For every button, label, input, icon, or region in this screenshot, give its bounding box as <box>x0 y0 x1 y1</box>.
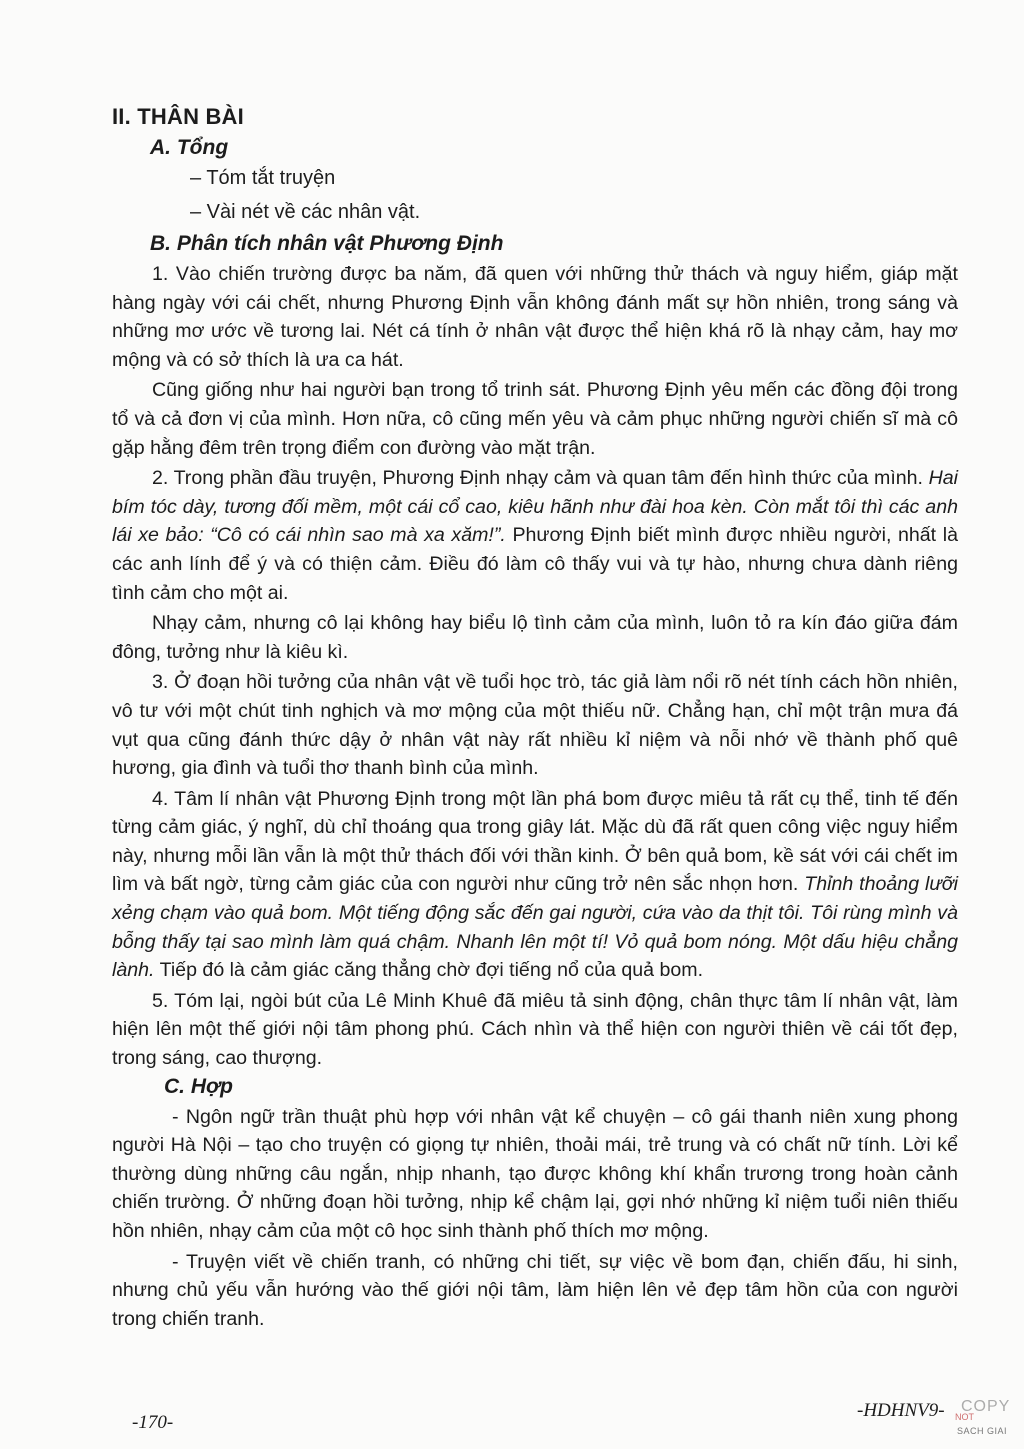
paragraph: - Truyện viết về chiến tranh, có những chi tiết, sự việc về bom đạn, chiến đấu, hi sinh, nhưng chủ yếu vẫn hướng vào thế giới nội tâm, làm hiện lên vẻ đẹp tâm hồn của con người trong chiến tranh. <box>112 1250 958 1330</box>
paragraph: 5. Tóm lại, ngòi bút của Lê Minh Khuê đã miêu tả sinh động, chân thực tâm lí nhân vật, làm hiện lên một thế giới nội tâm phong phú. Cách nhìn và thể hiện con người thiên về cái tốt đẹp, trong sáng, cao thượng. <box>112 989 958 1070</box>
subsection-a-title: A. Tổng <box>150 136 229 159</box>
watermark-copy: COPY <box>961 1398 1011 1415</box>
italic-quote: Hai bím tóc dày, tương đối mềm, một cái cổ cao, kiêu hãnh như đài hoa kèn. Còn mắt tôi thì các anh lái xe bảo: “Cô có cái nhìn sao mà xa xăm!”. <box>112 467 958 547</box>
text-run: 2. Trong phần đầu truyện, Phương Định nhạy cảm và quan tâm đến hình thức của mình. <box>152 467 929 490</box>
paragraph: - Ngôn ngữ trần thuật phù hợp với nhân vật kể chuyện – cô gái thanh niên xung phong người Hà Nội – tạo cho truyện có giọng tự nhiên, thoải mái, trẻ trung và có chất nữ tính. Lời kể thường dùng những câu ngắn, nhịp nhanh, tạo được không khí khẩn trương trong hoàn cảnh chiến trường. Ở những đoạn hồi tưởng, nhịp kể chậm lại, gợi nhớ những kỉ niệm tuổi niên thiếu hồn nhiên, nhạy cảm của một cô học sinh thành phố thích mơ mộng. <box>112 1105 958 1242</box>
bullet-item: – Vài nét về các nhân vật. <box>190 201 421 223</box>
italic-quote: Thỉnh thoảng lưỡi xẻng chạm vào quả bom. Một tiếng động sắc đến gai người, cứa vào da thịt tôi. Tôi rùng mình và bỗng thấy tại sao mình làm quá chậm. Nhanh lên một tí! Vỏ quả bom nóng. Một dấu hiệu chẳng lành. <box>112 873 958 982</box>
watermark-logo <box>955 1398 1017 1442</box>
paragraph: Cũng giống như hai người bạn trong tổ trinh sát. Phương Định yêu mến các đồng đội trong tổ và cả đơn vị của mình. Hơn nữa, cô cũng mến yêu và cảm phục những người chiến sĩ mà cô gặp hằng đêm trên trọng điểm con đường vào mặt trận. <box>112 379 958 459</box>
book-code: -HDHNV9- <box>857 1400 945 1421</box>
text-run: Tiếp đó là cảm giác căng thẳng chờ đợi tiếng nổ của quả bom. <box>154 959 704 982</box>
paragraph <box>112 464 958 607</box>
watermark-sach: SACH GIAI <box>957 1426 1008 1436</box>
bullet-item: – Tóm tắt truyện <box>190 167 336 189</box>
subsection-b-title: B. Phân tích nhân vật Phương Định <box>150 232 504 255</box>
text-run: Phương Định biết mình được nhiều người, nhất là các anh lính để ý và có thiện cảm. Điều đó làm cô thấy vui và tự hào, nhưng chưa dành riêng tình cảm cho một ai. <box>112 524 958 604</box>
paragraph: 1. Vào chiến trường được ba năm, đã quen với những thử thách và nguy hiểm, giáp mặt hàng ngày với cái chết, nhưng Phương Định vẫn không đánh mất sự hồn nhiên, trong sáng và những mơ ước về tương lai. Nét cá tính ở nhân vật được thể hiện khá rõ là nhạy cảm, hay mơ mộng và có sở thích là ưa ca hát. <box>112 263 958 371</box>
watermark-not: NOT <box>955 1412 974 1422</box>
section-heading: II. THÂN BÀI <box>112 104 244 129</box>
paragraph: 3. Ở đoạn hồi tưởng của nhân vật về tuổi học trò, tác giả làm nổi rõ nét tính cách hồn nhiên, vô tư với một chút tinh nghịch và mơ mộng của một thiếu nữ. Chẳng hạn, chỉ một trận mưa đá vụt qua cũng đánh thức dậy ở nhân vật này rất nhiều kỉ niệm và nỗi nhớ về thành phố quê hương, gia đình và tuổi thơ thanh bình của mình. <box>112 671 958 780</box>
paragraph: Nhạy cảm, nhưng cô lại không hay biểu lộ tình cảm của mình, luôn tỏ ra kín đáo giữa đám đông, tưởng như là kiêu kì. <box>112 612 958 663</box>
page-number: -170- <box>132 1412 174 1433</box>
subsection-c-title: C. Hợp <box>164 1074 233 1098</box>
paragraph <box>112 785 958 985</box>
document-page <box>112 104 958 1335</box>
text-run: 4. Tâm lí nhân vật Phương Định trong một lần phá bom được miêu tả rất cụ thể, tinh tế đến từng cảm giác, ý nghĩ, dù chỉ thoáng qua trong giây lát. Mặc dù đã rất quen công việc nguy hiểm này, nhưng mỗi lần vẫn là một thử thách đối với thần kinh. Ở bên quả bom, kề sát với cái chết im lìm và bất ngờ, từng cảm giác của con người như cũng trở nên sắc nhọn hơn. <box>112 787 958 896</box>
